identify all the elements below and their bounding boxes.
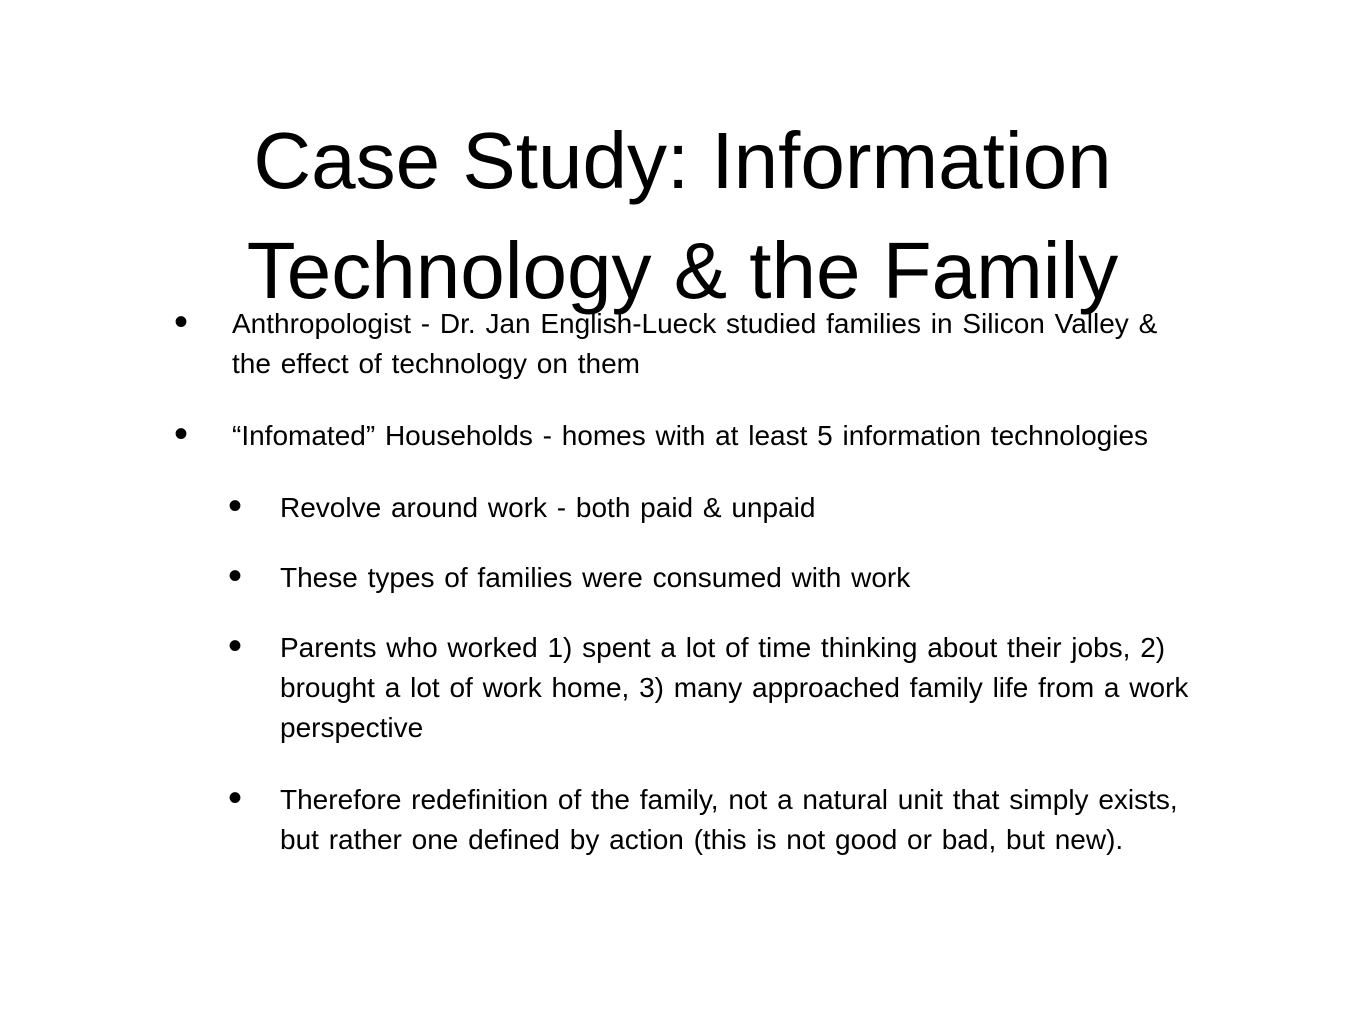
bullet-icon: • bbox=[228, 484, 243, 528]
bullet-text: These types of families were consumed with work bbox=[280, 562, 911, 593]
bullet-text: Therefore redefinition of the family, not a natural unit that simply exists, but rather one defined by action (this is not good or bad, but new). bbox=[280, 784, 1178, 855]
bullet-icon: • bbox=[228, 776, 243, 820]
bullet-text: Revolve around work - both paid & unpaid bbox=[280, 492, 816, 523]
slide-title bbox=[0, 106, 1365, 326]
bullet-text: Parents who worked 1) spent a lot of time thinking about their jobs, 2) brought a lot of work home, 3) many approached family life from a work perspective bbox=[280, 632, 1189, 743]
bullet-list bbox=[0, 300, 1365, 860]
sub-bullet-item bbox=[0, 554, 1365, 598]
title-line-2: Technology & the Family bbox=[246, 225, 1119, 315]
bullet-item bbox=[0, 412, 1365, 456]
bullet-icon: • bbox=[174, 300, 189, 344]
title-line-1: Case Study: Information bbox=[253, 115, 1112, 205]
bullet-text: “Infomated” Households - homes with at least 5 information technologies bbox=[232, 420, 1149, 451]
bullet-text: Anthropologist - Dr. Jan English-Lueck studied families in Silicon Valley & the effect of technology on them bbox=[232, 308, 1158, 379]
sub-bullet-item bbox=[0, 484, 1365, 528]
sub-bullet-item bbox=[0, 624, 1365, 748]
bullet-icon: • bbox=[174, 412, 189, 456]
bullet-item bbox=[0, 300, 1365, 384]
bullet-icon: • bbox=[228, 624, 243, 668]
bullet-icon: • bbox=[228, 554, 243, 598]
sub-bullet-item bbox=[0, 776, 1365, 860]
